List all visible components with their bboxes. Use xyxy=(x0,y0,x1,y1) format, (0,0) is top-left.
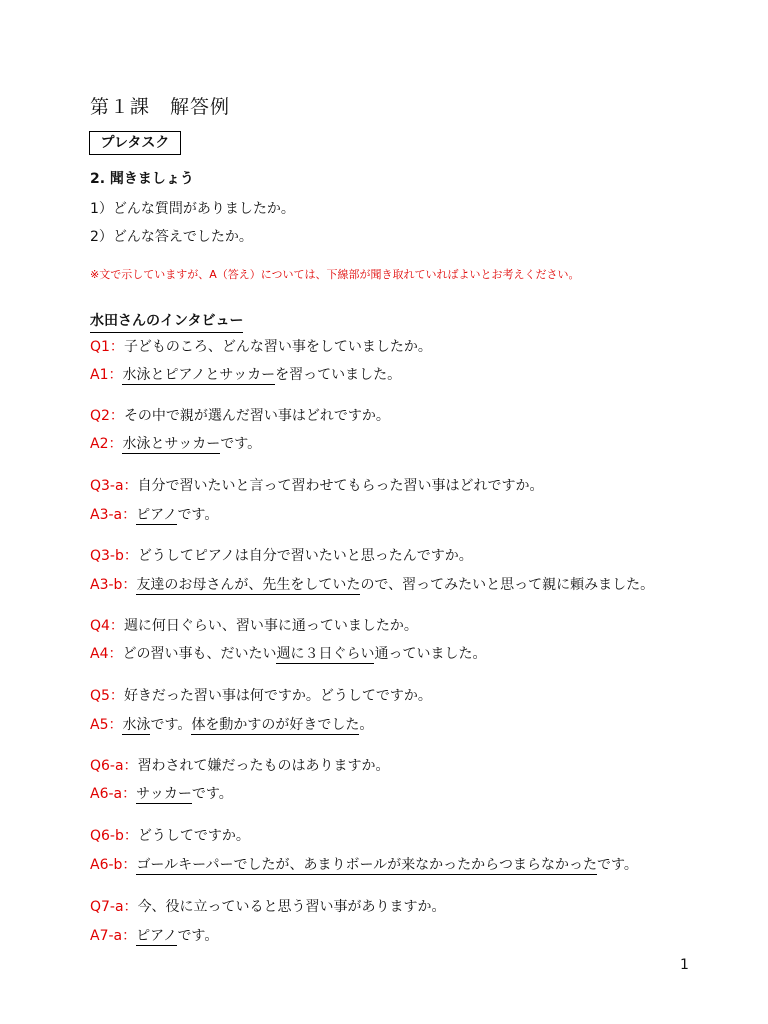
qa-text: を習っていました。 xyxy=(275,367,402,383)
question-line xyxy=(90,755,390,775)
answer-line xyxy=(90,643,486,663)
qa-label: A2： xyxy=(90,436,123,452)
page-number: 1 xyxy=(680,957,689,973)
qa-label: Q1： xyxy=(90,339,124,355)
qa-text: 通っていました。 xyxy=(374,646,487,662)
qa-text: 子どものころ、どんな習い事をしていましたか。 xyxy=(123,339,432,355)
qa-text: 。 xyxy=(359,717,374,733)
question-line xyxy=(90,336,432,356)
qa-text: です。 xyxy=(150,717,192,733)
qa-text: どうしてピアノは自分で習いたいと思ったんですか。 xyxy=(137,548,473,564)
qa-text: 自分で習いたいと言って習わせてもらった習い事はどれですか。 xyxy=(137,478,544,494)
page-title: 第１課 解答例 xyxy=(90,96,231,118)
qa-label: Q3-b： xyxy=(90,548,138,564)
answer-line xyxy=(90,364,401,384)
qa-text: です。 xyxy=(177,928,219,944)
note-text: ※文で示していますが、A（答え）については、下線部が聞き取れていればよいとお考えください。 xyxy=(90,268,580,281)
qa-text: 習わされて嫌だったものはありますか。 xyxy=(137,758,390,774)
answer-line xyxy=(90,925,218,945)
qa-text: その中で親が選んだ習い事はどれですか。 xyxy=(123,408,390,424)
answer-line xyxy=(90,504,218,524)
question-line xyxy=(90,545,473,565)
qa-label: Q5： xyxy=(90,688,124,704)
qa-text: です。 xyxy=(191,786,233,802)
qa-label: Q6-b： xyxy=(90,828,138,844)
qa-text: です。 xyxy=(597,857,638,873)
qa-text: です。 xyxy=(220,436,262,452)
qa-label: A5： xyxy=(90,717,123,733)
underlined-answer: 体を動かすのが好きでした xyxy=(191,717,360,733)
pretask-box: プレタスク xyxy=(89,131,181,155)
qa-label: Q3-a： xyxy=(90,478,138,494)
underlined-answer: ゴールキーパーでしたが、あまりボールが来なかったからつまらなかった xyxy=(136,857,598,873)
question-line xyxy=(90,825,250,845)
qa-label: A6-a： xyxy=(90,786,137,802)
question-1: 1）どんな質問がありましたか。 xyxy=(90,201,295,217)
qa-text: 今、役に立っていると思う習い事がありますか。 xyxy=(137,899,446,915)
qa-label: A1： xyxy=(90,367,123,383)
qa-text: 好きだった習い事は何ですか。どうしてですか。 xyxy=(123,688,432,704)
question-line xyxy=(90,615,418,635)
answer-line xyxy=(90,783,233,803)
question-line xyxy=(90,475,544,495)
qa-text: どの習い事も、だいたい xyxy=(122,646,277,662)
underlined-answer: ピアノ xyxy=(136,507,178,523)
qa-label: Q4： xyxy=(90,618,124,634)
answer-line xyxy=(90,714,373,734)
qa-label: A6-b： xyxy=(90,857,137,873)
underlined-answer: サッカー xyxy=(136,786,192,802)
qa-label: Q2： xyxy=(90,408,124,424)
question-line xyxy=(90,405,390,425)
question-2: 2）どんな答えでしたか。 xyxy=(90,229,253,245)
underlined-answer: 水泳 xyxy=(122,717,151,733)
interview-heading: 水田さんのインタビュー xyxy=(90,310,243,333)
section-heading: 2. 聞きましょう xyxy=(90,171,194,187)
qa-label: A4： xyxy=(90,646,123,662)
qa-label: A3-b： xyxy=(90,577,137,593)
underlined-answer: 水泳とサッカー xyxy=(122,436,221,452)
qa-label: A3-a： xyxy=(90,507,137,523)
answer-line xyxy=(90,854,638,874)
qa-label: A7-a： xyxy=(90,928,137,944)
answer-line xyxy=(90,574,654,594)
underlined-answer: 水泳とピアノとサッカー xyxy=(122,367,276,383)
question-line xyxy=(90,896,446,916)
underlined-answer: 友達のお母さんが、先生をしていた xyxy=(136,577,361,593)
qa-text: どうしてですか。 xyxy=(137,828,250,844)
qa-text: ので、習ってみたいと思って親に頼みました。 xyxy=(360,577,655,593)
qa-text: です。 xyxy=(177,507,219,523)
qa-text: 週に何日ぐらい、習い事に通っていましたか。 xyxy=(123,618,418,634)
answer-line xyxy=(90,433,261,453)
question-line xyxy=(90,685,432,705)
qa-label: Q6-a： xyxy=(90,758,138,774)
underlined-answer: 週に３日ぐらい xyxy=(276,646,375,662)
underlined-answer: ピアノ xyxy=(136,928,178,944)
qa-label: Q7-a： xyxy=(90,899,138,915)
